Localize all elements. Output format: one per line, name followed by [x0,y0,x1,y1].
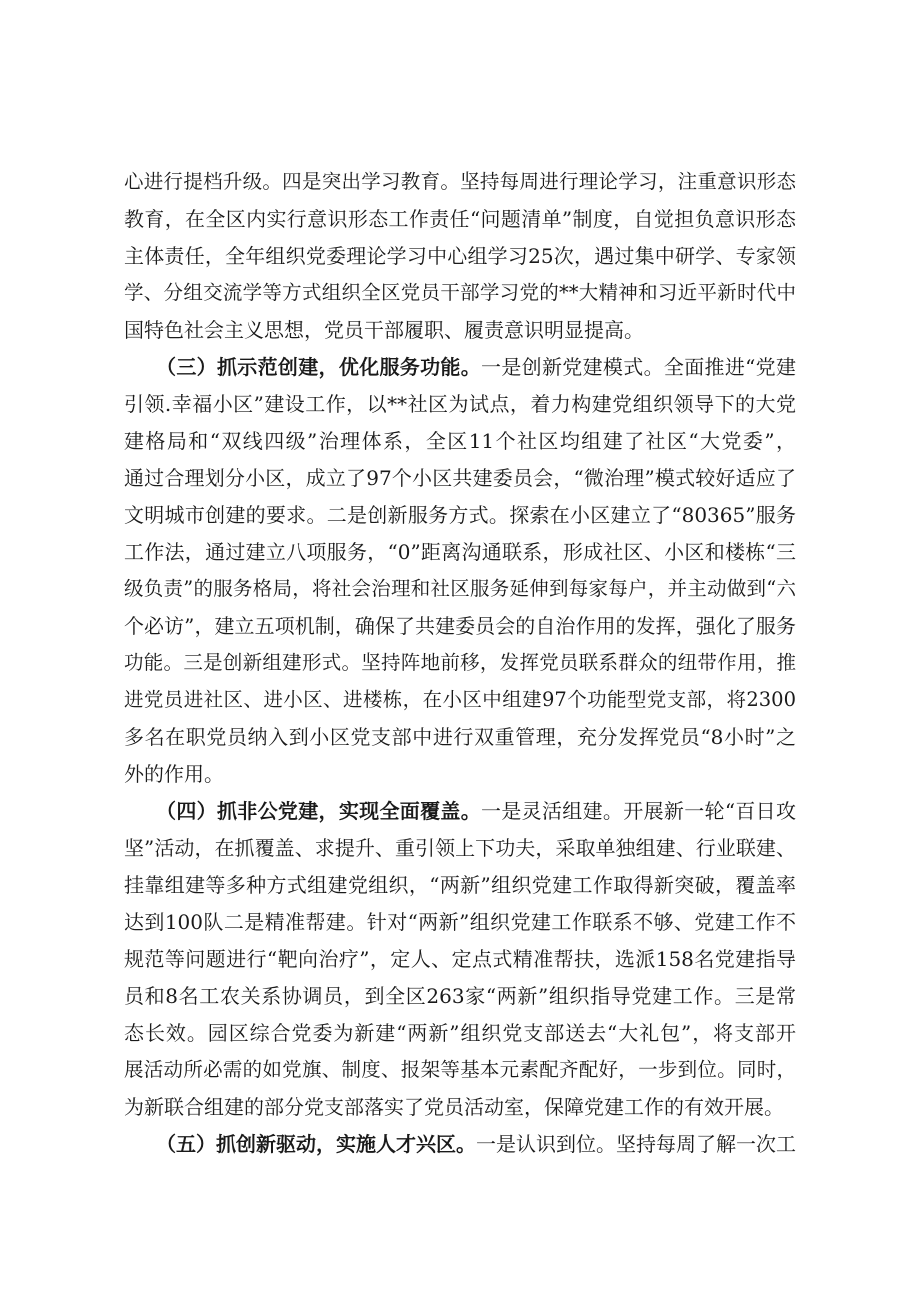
paragraph-first-line [156,1129,796,1159]
text-run: 一是灵活组建。开展新一轮“百日攻 [481,799,796,823]
text-line: 功能。三是创新组建形式。坚持阵地前移，发挥党员联系群众的纽带作用，推 [124,651,796,674]
section-heading: （五）抓创新驱动，实施人才兴区。 [156,1132,476,1156]
text-run: 一是创新党建模式。全面推进“党建 [481,355,796,379]
text-run: 一是认识到位。坚持每周了解一次工 [476,1132,796,1156]
text-line: 文明城市创建的要求。二是创新服务方式。探索在小区建立了“80365”服务 [124,503,796,527]
text-line: 多名在职党员纳入到小区党支部中进行双重管理，充分发挥党员“8小时”之 [124,725,796,749]
text-line: 教育，在全区内实行意识形态工作责任“问题清单”制度，自觉担负意识形态 [124,207,796,231]
text-line: 引领.幸福小区”建设工作，以**社区为试点，着力构建党组织领导下的大党 [124,392,796,416]
text-line: 建格局和“双线四级”治理体系，全区11个社区均组建了社区“大党委”， [124,429,796,453]
section-heading: （四）抓非公党建，实现全面覆盖。 [156,799,482,823]
text-line: 挂靠组建等多种方式组建党组织，“两新”组织党建工作取得新突破，覆盖率 [124,873,796,897]
section-heading: （三）抓示范创建，优化服务功能。 [156,355,482,379]
text-line: 展活动所必需的如党旗、制度、报架等基本元素配齐配好，一步到位。同时， [124,1058,796,1081]
paragraph-first-line [156,796,796,826]
text-line: 心进行提档升级。四是突出学习教育。坚持每周进行理论学习，注重意识形态 [124,170,796,193]
text-line: 外的作用。 [124,762,224,786]
text-line: 国特色社会主义思想，党员干部履职、履责意识明显提高。 [124,318,644,342]
text-line: 员和8名工农关系协调员，到全区263家“两新”组织指导党建工作。三是常 [124,984,796,1008]
text-line: 工作法，通过建立八项服务，“0”距离沟通联系，形成社区、小区和楼栋“三 [124,540,796,564]
text-line: 进党员进社区、进小区、进楼栋，在小区中组建97个功能型党支部，将2300 [124,688,796,711]
text-line: 个必访”，建立五项机制，确保了共建委员会的自治作用的发挥，强化了服务 [124,614,796,638]
text-line: 规范等问题进行“靶向治疗”，定人、定点式精准帮扶，选派158名党建指导 [124,947,796,971]
paragraph-first-line [156,352,796,382]
text-line: 学、分组交流学等方式组织全区党员干部学习党的**大精神和习近平新时代中 [124,281,796,304]
text-line: 达到100队二是精准帮建。针对“两新”组织党建工作联系不够、党建工作不 [124,910,796,934]
text-line: 态长效。园区综合党委为新建“两新”组织党支部送去“大礼包”，将支部开 [124,1021,796,1045]
text-line: 主体责任，全年组织党委理论学习中心组学习25次，遇过集中研学、专家领 [124,244,796,268]
text-line: 通过合理划分小区，成立了97个小区共建委员会，“微治理”模式较好适应了 [124,466,796,490]
text-line: 坚”活动，在抓覆盖、求提升、重引领上下功夫，采取单独组建、行业联建、 [124,836,796,860]
text-line: 为新联合组建的部分党支部落实了党员活动室，保障党建工作的有效开展。 [124,1095,784,1119]
text-line: 级负责”的服务格局，将社会治理和社区服务延伸到每家每户，并主动做到“六 [124,577,796,600]
